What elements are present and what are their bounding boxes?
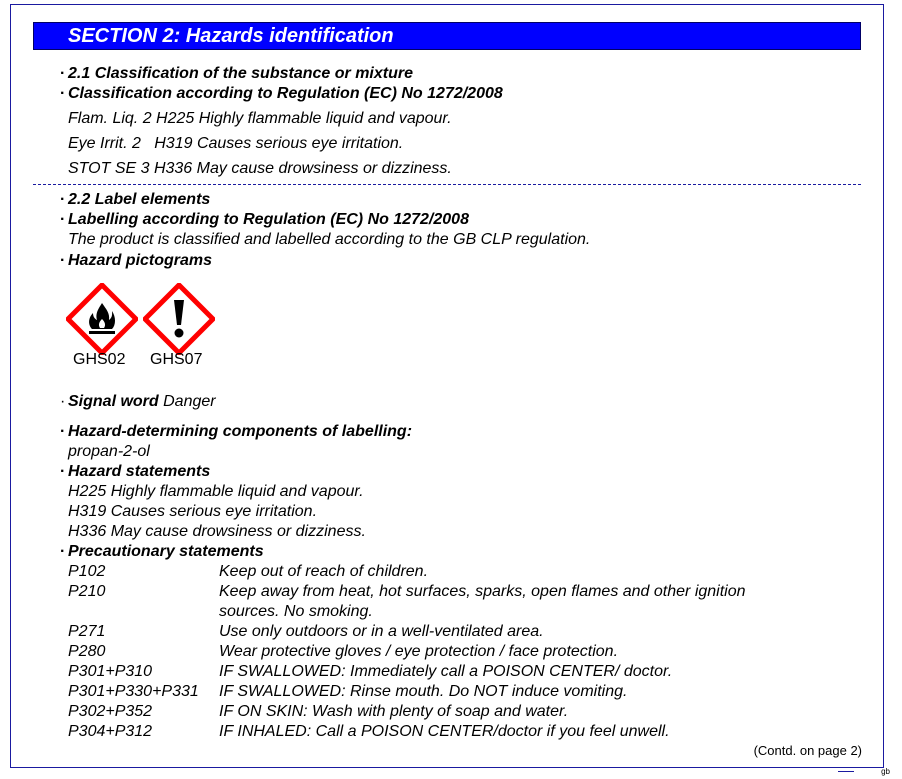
signal-word-line: · Signal word Danger [60,393,216,410]
hazard-statement: H225 Highly flammable liquid and vapour. [68,483,364,500]
hazard-statement: H336 May cause drowsiness or dizziness. [68,523,366,540]
precaution-code: P280 [68,643,106,660]
precaution-text: IF INHALED: Call a POISON CENTER/doctor if you feel unwell. [219,723,670,740]
flame-icon [66,283,138,355]
continued-note: (Contd. on page 2) [753,743,862,758]
precaution-code: P302+P352 [68,703,153,720]
components-value: propan-2-ol [68,443,150,460]
precaution-code: P102 [68,563,106,580]
classification-item: STOT SE 3 H336 May cause drowsiness or dizziness. [68,160,452,177]
classification-item: Eye Irrit. 2 H319 Causes serious eye irritation. [68,135,404,152]
components-heading-line: · Hazard-determining components of labelling: [60,423,413,440]
precaution-heading-line: · Precautionary statements [60,543,264,560]
s22-heading: 2.2 Label elements [68,191,211,208]
exclamation-icon [143,283,215,355]
s22-heading-line: · 2.2 Label elements [60,191,211,208]
hazard-heading: Hazard statements [68,463,211,480]
precaution-code: P210 [68,583,106,600]
precaution-text: IF SWALLOWED: Rinse mouth. Do NOT induce vomiting. [219,683,628,700]
s21-subheading: Classification according to Regulation (EC) No 1272/2008 [68,85,503,102]
pictograms-heading: Hazard pictograms [68,252,213,269]
classification-item: Flam. Liq. 2 H225 Highly flammable liquid and vapour. [68,110,452,127]
s22-subheading: Labelling according to Regulation (EC) No 1272/2008 [68,211,469,228]
pictogram-code: GHS02 [73,351,126,368]
precaution-text: Wear protective gloves / eye protection / face protection. [219,643,619,660]
pictograms-heading-line: · Hazard pictograms [60,252,213,269]
footer-rule [838,771,854,772]
precaution-code: P271 [68,623,106,640]
s21-heading-line: · 2.1 Classification of the substance or mixture [60,65,413,82]
section-header [33,22,861,50]
hazard-heading-line: · Hazard statements [60,463,211,480]
precaution-code: P301+P330+P331 [68,683,199,700]
precaution-text: IF SWALLOWED: Immediately call a POISON CENTER/ doctor. [219,663,673,680]
clp-note: The product is classified and labelled according to the GB CLP regulation. [68,231,591,248]
language-code: gb [881,767,890,776]
precaution-text: Use only outdoors or in a well-ventilated area. [219,623,544,640]
s21-heading: 2.1 Classification of the substance or mixture [68,65,413,82]
precaution-text-cont: sources. No smoking. [219,603,373,620]
precaution-text: IF ON SKIN: Wash with plenty of soap and water. [219,703,569,720]
s22-subheading-line: · Labelling according to Regulation (EC) No 1272/2008 [60,211,469,228]
precaution-heading: Precautionary statements [68,543,264,560]
s21-subheading-line: · Classification according to Regulation (EC) No 1272/2008 [60,85,503,102]
signal-word-value: Danger [163,393,216,410]
hazard-statement: H319 Causes serious eye irritation. [68,503,318,520]
pictogram-code: GHS07 [150,351,203,368]
precaution-code: P304+P312 [68,723,153,740]
precaution-text: Keep away from heat, hot surfaces, sparks, open flames and other ignition [219,583,746,600]
section-divider [33,184,861,185]
precaution-text: Keep out of reach of children. [219,563,429,580]
signal-word-label: Signal word [68,393,159,410]
precaution-code: P301+P310 [68,663,153,680]
components-heading: Hazard-determining components of labelling: [68,423,413,440]
section-title: SECTION 2: Hazards identification [68,25,394,47]
